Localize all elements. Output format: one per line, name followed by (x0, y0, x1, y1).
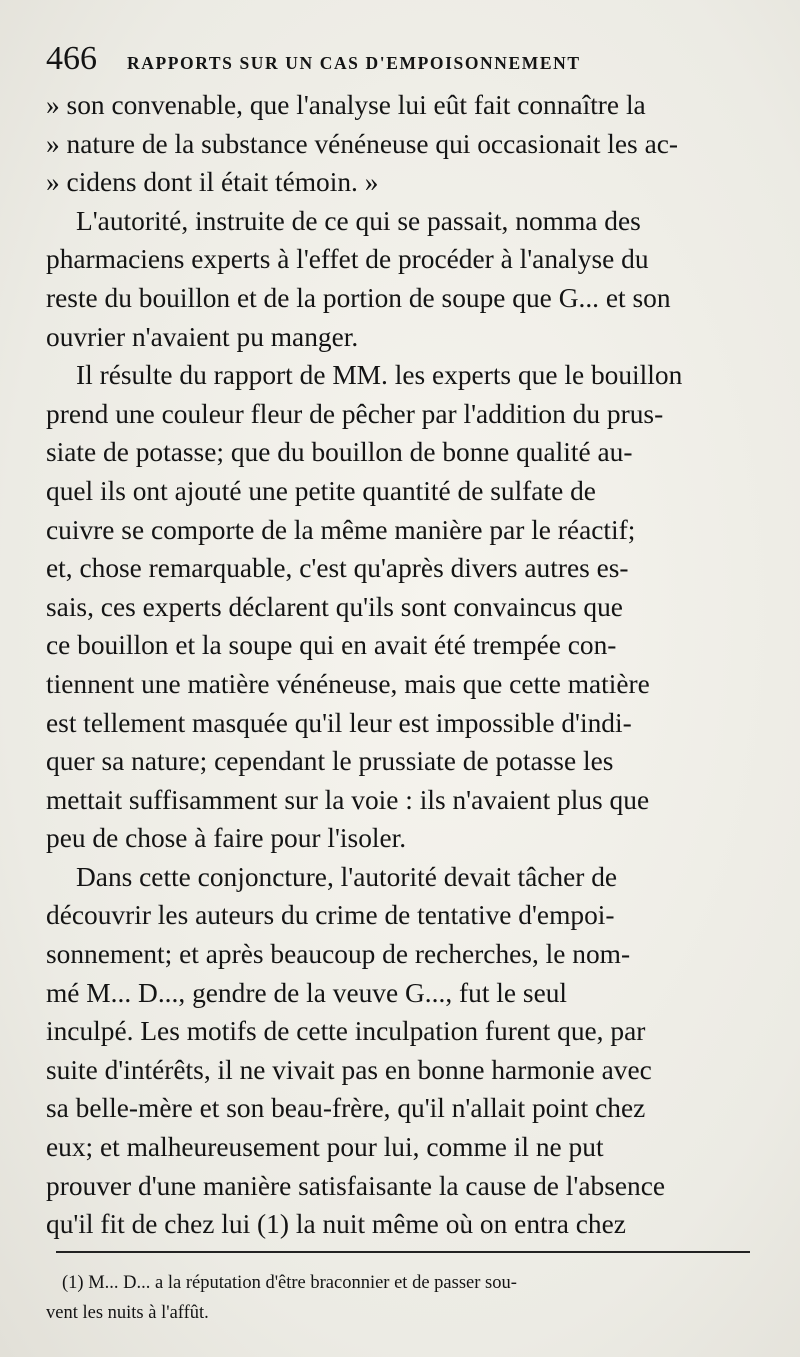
text-line: découvrir les auteurs du crime de tentative d'empoi- (46, 900, 615, 931)
text-line: et, chose remarquable, c'est qu'après divers autres es- (46, 553, 629, 584)
text-line: prouver d'une manière satisfaisante la cause de l'absence (46, 1170, 666, 1201)
text-line: » cidens dont il était témoin. » (46, 167, 379, 198)
paragraph (46, 202, 756, 356)
text-line: sonnement; et après beaucoup de recherches, le nom- (46, 939, 631, 970)
text-line: sa belle-mère et son beau-frère, qu'il n'allait point chez (46, 1093, 646, 1124)
text-line: eux; et malheureusement pour lui, comme il ne put (46, 1132, 604, 1163)
text-line: mettait suffisamment sur la voie : ils n'avaient plus que (46, 784, 650, 815)
running-head: RAPPORTS SUR UN CAS D'EMPOISONNEMENT (127, 53, 581, 73)
text-line: quel ils ont ajouté une petite quantité de sulfate de (46, 475, 596, 506)
text-line: pharmaciens experts à l'effet de procéder à l'analyse du (46, 244, 649, 275)
text-line: siate de potasse; que du bouillon de bonne qualité au- (46, 437, 633, 468)
text-line: reste du bouillon et de la portion de soupe que G... et son (46, 282, 671, 313)
footnote (46, 1268, 756, 1328)
text-line: Il résulte du rapport de MM. les experts que le bouillon (76, 360, 683, 391)
footnote-rule (56, 1251, 750, 1253)
text-line: mé M... D..., gendre de la veuve G..., fut le seul (46, 977, 568, 1008)
text-line: Dans cette conjoncture, l'autorité devait tâcher de (76, 861, 618, 892)
text-line: tiennent une matière vénéneuse, mais que cette matière (46, 668, 650, 699)
paragraph (46, 858, 756, 1244)
body-text (46, 86, 756, 1244)
text-line: inculpé. Les motifs de cette inculpation furent que, par (46, 1016, 646, 1047)
text-line: ouvrier n'avaient pu manger. (46, 321, 359, 352)
text-line: » nature de la substance vénéneuse qui occasionait les ac- (46, 128, 679, 159)
page-number: 466 (46, 40, 97, 77)
text-line: L'autorité, instruite de ce qui se passait, nomma des (76, 205, 641, 236)
text-line: est tellement masquée qu'il leur est impossible d'indi- (46, 707, 632, 738)
text-line: prend une couleur fleur de pêcher par l'addition du prus- (46, 398, 664, 429)
footnote-line: vent les nuits à l'affût. (46, 1303, 209, 1323)
text-line: » son convenable, que l'analyse lui eût fait connaître la (46, 90, 646, 120)
page-header (46, 40, 756, 84)
paragraph (46, 356, 756, 858)
text-line: quer sa nature; cependant le prussiate de potasse les (46, 746, 614, 777)
text-line: ce bouillon et la soupe qui en avait été trempée con- (46, 630, 617, 661)
text-line: sais, ces experts déclarent qu'ils sont convaincus que (46, 591, 623, 622)
text-line: cuivre se comporte de la même manière par le réactif; (46, 514, 636, 545)
text-line: suite d'intérêts, il ne vivait pas en bonne harmonie avec (46, 1054, 652, 1085)
paragraph (46, 86, 756, 202)
text-line: peu de chose à faire pour l'isoler. (46, 823, 407, 854)
footnote-line: (1) M... D... a la réputation d'être braconnier et de passer sou- (62, 1273, 517, 1293)
text-line: qu'il fit de chez lui (1) la nuit même où on entra chez (46, 1209, 626, 1240)
